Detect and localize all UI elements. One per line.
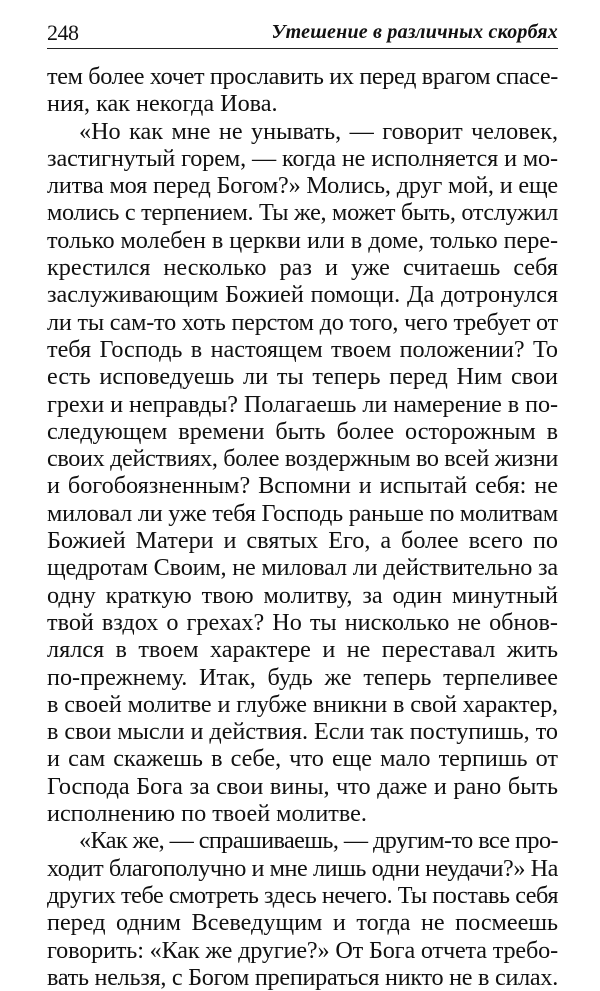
text-line: исполнению по твоей молитве. (47, 800, 367, 828)
text-line: в своей молитве и глубже вникни в свой характер, (47, 690, 558, 718)
text-line: в свои мысли и действия. Если так поступишь, то (47, 718, 559, 746)
text-line: «Как же, — спрашиваешь, — другим-то все про- (79, 827, 558, 855)
text-line: ходит благополучно и мне лишь одни неудачи?» На (47, 854, 558, 882)
page-number: 248 (47, 20, 79, 45)
text-line: есть исповедуешь ли ты теперь перед Ним свои (47, 363, 558, 391)
text-line: и богобоязненным? Вспомни и испытай себя: не (47, 472, 558, 500)
text-line: литва моя перед Богом?» Молись, друг мой, и еще (47, 172, 558, 200)
body-text (47, 63, 558, 991)
text-line: «Но как мне не унывать, — говорит человек, (79, 117, 558, 145)
text-line: тем более хочет прославить их перед врагом спасе- (47, 63, 558, 90)
text-line: твой вздох о грехах? Но ты нисколько не обнов- (47, 608, 558, 636)
text-line: других тебе смотреть здесь нечего. Ты поставь себя (47, 881, 558, 909)
text-line: вать нельзя, с Богом препираться никто не в силах. (47, 963, 558, 991)
text-line: Божией Матери и святых Его, а более всего по (47, 527, 558, 555)
text-line: и сам скажешь в себе, что еще мало терпишь от (47, 745, 558, 773)
text-line: по-прежнему. Итак, будь же теперь терпеливее (47, 663, 558, 691)
text-line: ния, как некогда Иова. (47, 90, 278, 118)
text-line: грехи и неправды? Полагаешь ли намерение в по- (47, 390, 558, 418)
text-line: молись с терпением. Ты же, может быть, отслужил (47, 199, 558, 227)
text-line: лялся в твоем характере и не переставал жить (47, 636, 558, 664)
text-line: следующем времени быть более осторожным в (47, 417, 558, 445)
running-title: Утешение в различных скорбях (271, 21, 558, 43)
text-line: только молебен в церкви или в доме, только пере- (47, 226, 558, 254)
text-line: перед одним Всеведущим и тогда не посмеешь (47, 909, 558, 937)
text-line: щедротам Своим, не миловал ли действительно за (47, 554, 558, 582)
text-line: заслуживающим Божией помощи. Да дотронулся (47, 281, 558, 309)
page-header (47, 18, 558, 49)
text-line: миловал ли уже тебя Господь раньше по молитвам (47, 499, 558, 527)
text-line: одну краткую твою молитву, за один минутный (47, 581, 558, 609)
text-line: своих действиях, более воздержным во всей жизни (47, 445, 558, 473)
text-line: тебя Господь в настоящем твоем положении? То (47, 335, 558, 363)
text-line: застигнутый горем, — когда не исполняется и мо- (47, 144, 558, 172)
text-line: крестился несколько раз и уже считаешь себя (47, 254, 558, 282)
text-line: говорить: «Как же другие?» От Бога отчета требо- (47, 936, 558, 964)
text-line: ли ты сам-то хоть перстом до того, чего требует от (47, 308, 558, 336)
text-line: Господа Бога за свои вины, что даже и рано быть (47, 772, 558, 800)
